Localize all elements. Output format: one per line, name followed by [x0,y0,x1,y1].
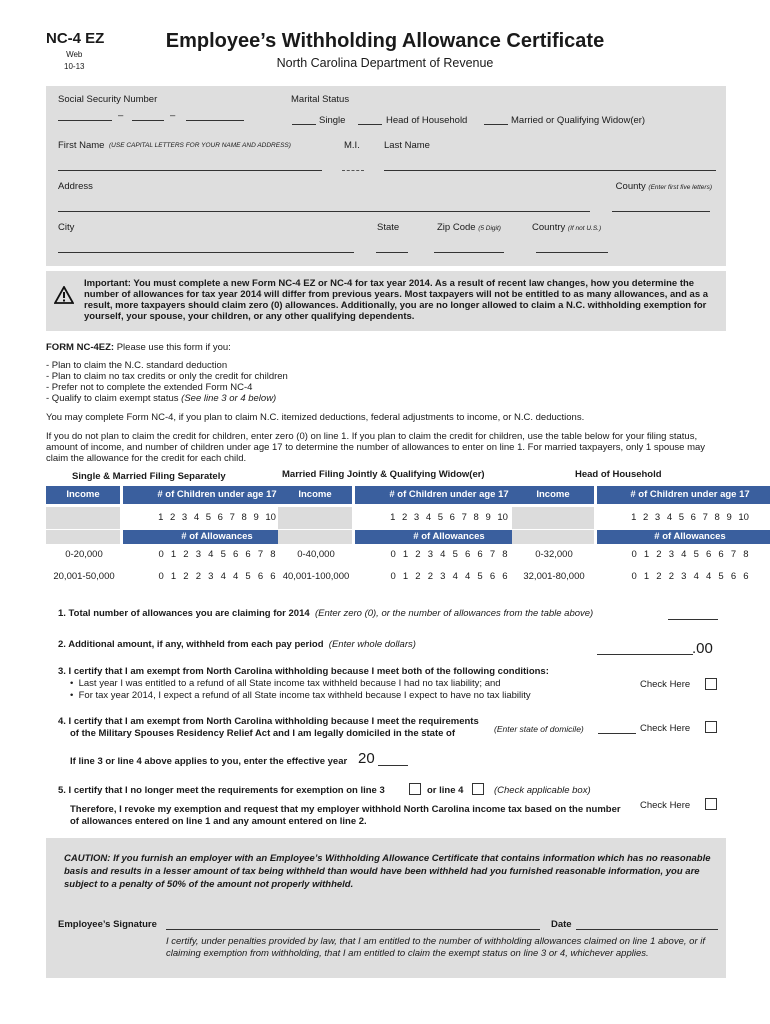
line-5-checkbox[interactable] [705,798,717,810]
first-name-label: First Name [58,140,105,151]
ssn-part2-input[interactable] [132,120,164,121]
line-4-label-cont: of the Military Spouses Residency Relief Act and I am legally domiciled in the state of [70,728,456,739]
line-2-label: 2. Additional amount, if any, withheld from each pay period [58,639,324,650]
usage-bullet: - Qualify to claim exempt status (See line 3 or 4 below) [46,393,277,404]
zip-label-group [437,222,501,233]
date-label: Date [551,919,572,930]
country-input[interactable] [536,252,608,253]
allowances-header: # of Allowances [123,530,311,544]
check-here-label: Check Here [640,679,691,690]
children-counts: 1 2 3 4 5 6 7 8 9 10 [158,512,276,523]
table-blank-cell [278,530,352,544]
hoh-label: Head of Household [386,115,468,126]
ssn-label: Social Security Number [58,94,158,105]
use-if-text: Please use this form if you: [116,342,231,353]
line-5-label: 5. I certify that I no longer meet the requirements for exemption on line 3 [58,785,385,796]
income-header: Income [278,486,352,504]
address-label: Address [58,181,93,192]
income-header: Income [46,486,120,504]
line-1 [58,608,593,619]
children-counts: 1 2 3 4 5 6 7 8 9 10 [390,512,508,523]
cents-label: .00 [692,640,713,657]
income-range: 40,001-100,000 [282,571,350,582]
line-4-label: 4. I certify that I am exempt from North Carolina withholding because I meet the requirements [58,716,479,727]
usage-bullet: - Plan to claim the N.C. standard deduction [46,360,228,371]
state-domicile-input[interactable] [598,733,636,734]
table-blank-cell [46,530,120,544]
table-blank-cell [278,507,352,529]
children-header: # of Children under age 17 [597,486,770,504]
line-3-label: 3. I certify that I am exempt from North Carolina withholding because I meet both of the following conditions: [58,666,549,677]
line-5-or-label: or line 4 [427,785,464,796]
children-credit-text: If you do not plan to claim the credit for children, enter zero (0) on line 1. If you plan to claim the credit for children, use the table below for your filing status, amount of income, and number of children under age 17 to determine the number of allowances to enter on line 1. For married taxpayers, only 1 spouse may claim the allowance for the credit for each child. [46,431,706,464]
marital-status-label: Marital Status [291,94,350,105]
first-name-note: (USE CAPITAL LETTERS FOR YOUR NAME AND ADDRESS) [109,142,291,149]
income-range: 0-32,000 [535,549,573,560]
line-5-revoke-text: Therefore, I revoke my exemption and request that my employer withhold North Carolina income tax based on the number of allowances entered on line 1 and any amount entered on line 2. [70,804,621,827]
rev-date: 10-13 [64,62,85,71]
first-name-input[interactable] [58,170,322,171]
important-text: Important: You must complete a new Form NC-4 EZ or NC-4 for tax year 2014. As a result of recent law changes, how you determine the number of allowances for tax year 2014 will differ from previous years. Most taxpayers will not be entitled to as many allowances, and as a result, more taxpayers should claim zero (0) allowances. Additionally, you are no longer allowed to claim a N.C. withholding exemption for yourself, your spouse, your children, or any other qualifying dependents. [84,278,709,322]
line-1-note: (Enter zero (0), or the number of allowances from the table above) [314,608,594,619]
table-title: Single & Married Filing Separately [72,471,226,482]
line-2-note: (Enter whole dollars) [328,639,416,650]
form-id: NC-4 EZ [46,30,105,47]
married-label: Married or Qualifying Widow(er) [511,115,646,126]
allowances-header: # of Allowances [597,530,770,544]
married-input[interactable] [484,124,508,125]
signature-input[interactable] [166,929,540,930]
city-input[interactable] [58,252,354,253]
see-line-note: (See line 3 or 4 below) [181,393,277,404]
allowance-values: 0 1 2 2 3 4 4 5 6 6 [158,571,276,582]
zip-input[interactable] [434,252,504,253]
single-input[interactable] [292,124,316,125]
date-input[interactable] [576,929,718,930]
additional-amount-input[interactable] [597,654,693,655]
allowances-header: # of Allowances [355,530,543,544]
line-3-checkbox[interactable] [705,678,717,690]
effective-year-label: If line 3 or line 4 above applies to you, enter the effective year [70,756,348,767]
form-title: Employee’s Withholding Allowance Certificate [165,30,605,52]
children-header: # of Children under age 17 [123,486,311,504]
income-range: 0-20,000 [65,549,103,560]
usage-bullets [46,360,288,404]
allowance-values: 0 1 2 2 3 4 4 5 6 6 [390,571,508,582]
children-header: # of Children under age 17 [355,486,543,504]
table-title: Head of Household [575,469,662,480]
usage-bullet: - Prefer not to complete the extended Form NC-4 [46,382,253,393]
city-label: City [58,222,75,233]
table-title: Married Filing Jointly & Qualifying Widow(er) [282,469,485,480]
line-5-line3-checkbox[interactable] [409,783,421,795]
state-label: State [377,222,400,233]
line-4-note: (Enter state of domicile) [494,724,584,734]
allowance-values: 0 1 2 3 4 5 6 6 7 8 [390,549,508,560]
county-label-group [616,181,712,192]
line-2 [58,639,416,650]
web-label: Web [66,50,83,59]
may-complete-text: You may complete Form NC-4, if you plan to claim N.C. itemized deductions, federal adjustments to income, or N.C. deductions. [46,412,585,423]
allowance-values: 0 1 2 3 4 5 6 6 7 8 [631,549,749,560]
table-blank-cell [512,530,594,544]
check-here-label: Check Here [640,800,691,811]
line-4-checkbox[interactable] [705,721,717,733]
country-label-group [532,222,601,233]
last-name-input[interactable] [384,170,716,171]
agency-name: North Carolina Department of Revenue [276,56,494,70]
ssn-part1-input[interactable] [58,120,112,121]
mi-label: M.I. [344,140,360,151]
form-usage-heading [46,342,231,353]
table-blank-cell [46,507,120,529]
address-input[interactable] [58,211,590,212]
last-name-label: Last Name [384,140,430,151]
line-1-label: 1. Total number of allowances you are claiming for 2014 [58,608,310,619]
usage-bullet: - Plan to claim no tax credits or only the credit for children [46,371,288,382]
signature-label: Employee’s Signature [58,919,157,930]
country-note: (If not U.S.) [567,225,602,232]
form-label: FORM NC-4EZ: [46,342,115,353]
single-label: Single [319,115,346,126]
ssn-dash: – [170,110,176,121]
line-5-note: (Check applicable box) [494,785,591,796]
allowance-values: 0 1 2 3 4 5 6 6 7 8 [158,549,276,560]
income-range: 20,001-50,000 [53,571,115,582]
allowances-input[interactable] [668,619,718,620]
line-3-condition-a: • Last year I was entitled to a refund of all State income tax withheld because I had no tax liability; and [70,678,501,689]
ssn-part3-input[interactable] [186,120,244,121]
effective-year-input[interactable] [378,765,408,766]
ssn-dash: – [118,110,124,121]
county-label: County [615,181,646,192]
caution-text: CAUTION: If you furnish an employer with an Employee’s Withholding Allowance Certificate that contains information which has no reasonable basis and results in a lesser amount of tax being withheld than would have been withheld had you furnished reasonable information, you are subject to a penalty of 50% of the amount not properly withheld. [64,853,711,890]
hoh-input[interactable] [358,124,382,125]
children-counts: 1 2 3 4 5 6 7 8 9 10 [631,512,749,523]
country-label: Country [532,222,566,233]
county-input[interactable] [612,211,710,212]
income-range: 32,001-80,000 [523,571,585,582]
income-header: Income [512,486,594,504]
table-blank-cell [512,507,594,529]
state-input[interactable] [376,252,408,253]
personal-info-section [46,86,726,266]
warning-icon [54,286,74,304]
income-range: 0-40,000 [297,549,335,560]
effective-year-prefix: 20 [358,750,375,767]
certify-text: I certify, under penalties provided by law, that I am entitled to the number of withholding allowances claimed on line 1 above, or if claiming exemption from withholding, that I am entitled to claim the exempt status on line 3 or 4, whichever applies. [166,936,705,959]
line-5-line4-checkbox[interactable] [472,783,484,795]
check-here-label: Check Here [640,723,691,734]
zip-label: Zip Code [437,222,476,233]
allowance-values: 0 1 2 2 3 4 4 5 6 6 [631,571,749,582]
line-3-condition-b: • For tax year 2014, I expect a refund of all State income tax withheld because I expect to have no tax liability [70,690,531,701]
mi-input[interactable] [342,170,364,171]
zip-note: (5 Digit) [478,225,501,232]
county-note: (Enter first five letters) [648,184,712,191]
